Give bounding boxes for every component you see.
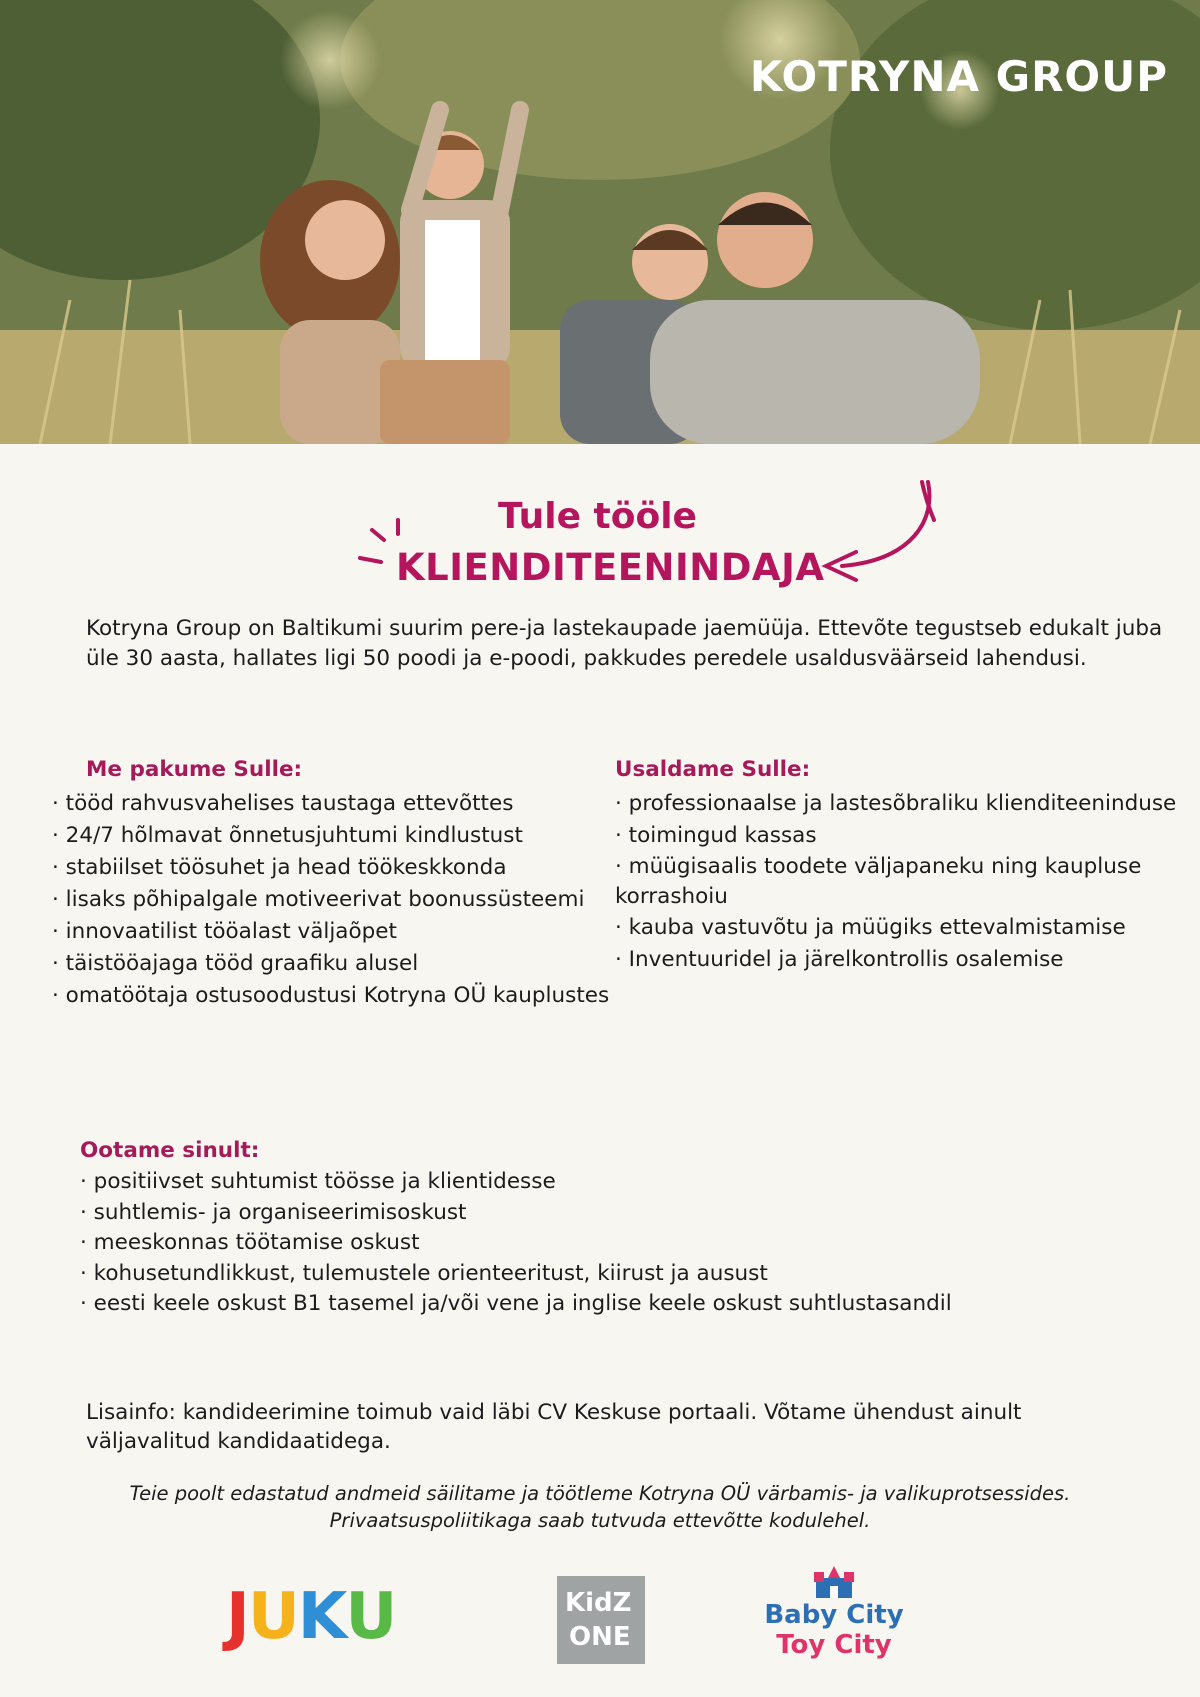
list-item: · eesti keele oskust B1 tasemel ja/või vene ja inglise keele oskust suhtlustasandil — [80, 1291, 952, 1316]
list-item: · suhtlemis- ja organiseerimisoskust — [80, 1199, 467, 1225]
list-item: · innovaatilist tööalast väljaõpet — [52, 919, 397, 944]
list-item: · omatöötaja ostusoodustusi Kotryna OÜ kauplustes — [52, 983, 610, 1008]
list-item: · toimingud kassas — [615, 823, 817, 848]
arrow-head-icon — [826, 552, 856, 580]
juku-letter: U — [345, 1580, 396, 1654]
list-item: · meeskonnas töötamise oskust — [80, 1230, 420, 1255]
list-item: · positiivset suhtumist töösse ja klientidesse — [80, 1169, 556, 1194]
juku-logo — [226, 1580, 395, 1654]
kidzone-line-2: ONE — [569, 1622, 631, 1652]
additional-info: Lisainfo: kandideerimine toimub vaid läbi CV Keskuse portaali. Võtame ühendust ainult väljavalitud kandidaatidega. — [86, 1400, 1022, 1454]
juku-letter: J — [226, 1580, 248, 1654]
privacy-notice — [0, 1480, 1200, 1534]
list-item: · 24/7 hõlmavat õnnetusjuhtumi kindlustust — [52, 823, 523, 848]
expect-heading: Ootame sinult: — [80, 1138, 260, 1163]
offer-list — [52, 788, 609, 1012]
list-item: · Inventuuridel ja järelkontrollis osalemise — [615, 947, 1064, 972]
juku-letter: U — [247, 1580, 298, 1654]
juku-letter: K — [297, 1580, 346, 1654]
brand-logo-kotryna-group: KOTRYNA GROUP — [749, 52, 1168, 101]
list-item: · professionaalse ja lastesõbraliku klienditeeninduse — [615, 791, 1177, 816]
list-item: · kohusetundlikkust, tulemustele orienteeritust, kiirust ja ausust — [80, 1260, 768, 1286]
privacy-line-1: Teie poolt edastatud andmeid säilitame ja töötleme Kotryna OÜ värbamis- ja valikuprotsessides. — [129, 1482, 1071, 1505]
spark-mark-1 — [372, 530, 384, 540]
trust-heading: Usaldame Sulle: — [615, 757, 811, 782]
list-item: · lisaks põhipalgale motiveerivat boonussüsteemi — [52, 887, 585, 912]
babycity-line-2: Toy City — [776, 1630, 892, 1660]
list-item: · stabiilset töösuhet ja head töökeskkonda — [52, 855, 507, 880]
brand-logos — [0, 1560, 1200, 1680]
offer-heading: Me pakume Sulle: — [86, 757, 303, 782]
castle-icon — [812, 1566, 856, 1600]
hero-photo — [0, 0, 1200, 444]
babycity-line-1: Baby City — [764, 1600, 904, 1630]
kidzone-line-1: KidZ — [565, 1588, 632, 1618]
babycity-logo — [764, 1566, 904, 1660]
expect-list — [80, 1167, 952, 1320]
list-item: · müügisaalis toodete väljapaneku ning kaupluse korrashoiu — [615, 854, 1142, 909]
list-item: · kauba vastuvõtu ja müügiks ettevalmistamise — [615, 915, 1126, 940]
trust-list — [615, 788, 1176, 976]
curved-arrow-icon — [842, 482, 929, 566]
spark-mark-3 — [360, 558, 381, 562]
headline-line-2: KLIENDITEENINDAJA — [396, 546, 825, 589]
headline-line-1: Tule tööle — [498, 496, 697, 537]
list-item: · tööd rahvusvahelises taustaga ettevõttes — [52, 791, 514, 816]
privacy-line-2: Privaatsuspoliitikaga saab tutvuda ettevõtte kodulehel. — [329, 1509, 871, 1532]
company-intro: Kotryna Group on Baltikumi suurim pere-ja lastekaupade jaemüüja. Ettevõte tegustseb edukalt juba üle 30 aasta, hallates ligi 50 poodi ja e-poodi, pakkudes peredele usaldusväärseid lahendusi. — [86, 616, 1163, 671]
list-item: · täistööajaga tööd graafiku alusel — [52, 951, 419, 976]
kidzone-logo — [557, 1576, 645, 1664]
